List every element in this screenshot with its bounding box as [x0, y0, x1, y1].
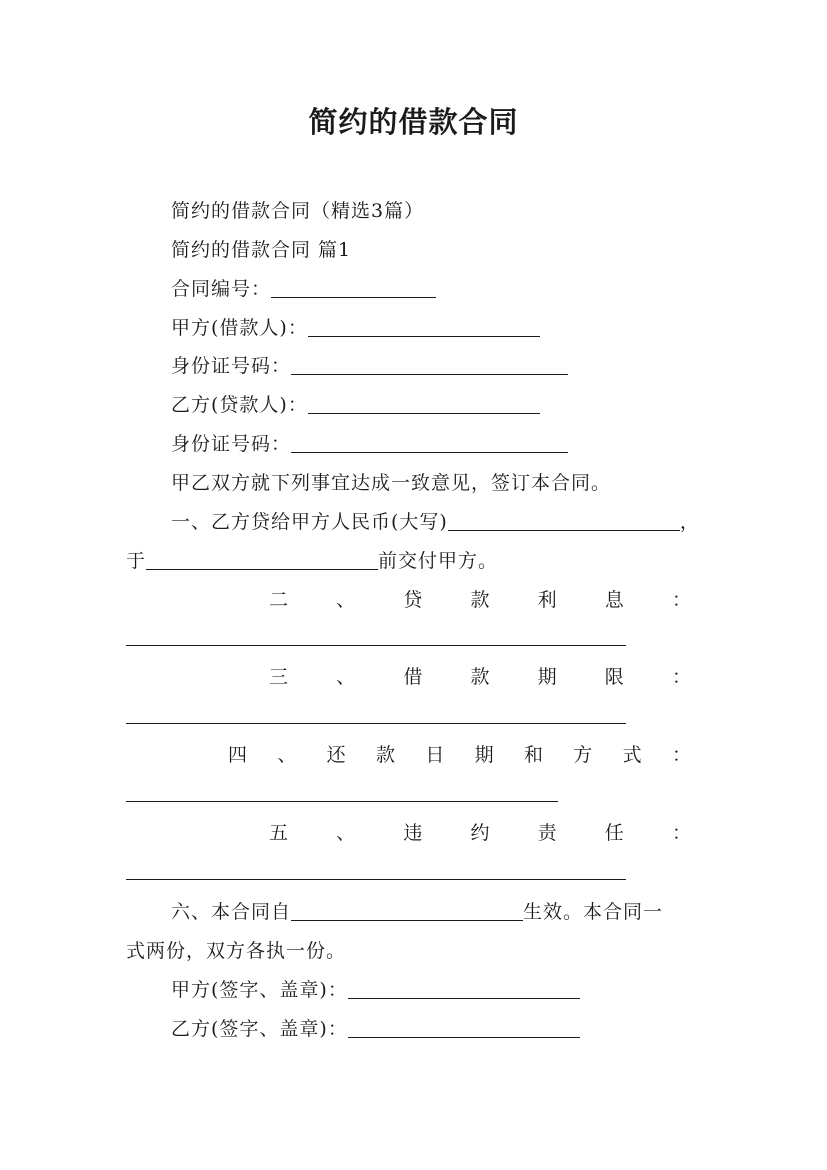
sign-b-label: 乙方(签字、盖章)： [171, 1018, 348, 1040]
item-1-text: 一、乙方贷给甲方人民币(大写) [171, 511, 448, 533]
item-5-char: 任 [604, 822, 624, 844]
id-b-line [171, 431, 568, 457]
item-4-char: 方 [573, 744, 593, 766]
item-3-char: 期 [537, 666, 557, 688]
id-b-label: 身份证号码： [171, 433, 292, 455]
item-4-heading [126, 742, 691, 768]
party-a-label: 甲方(借款人)： [171, 317, 308, 339]
contract-number-line [171, 276, 436, 302]
item-4-char: 日 [425, 744, 445, 766]
party-a-line [171, 315, 540, 341]
item-3-heading [126, 664, 691, 690]
item-2-char: 款 [470, 589, 490, 611]
id-a-label: 身份证号码： [171, 355, 292, 377]
document-title: 简约的借款合同 [308, 105, 519, 139]
item-2-char: 、 [336, 589, 356, 611]
item-3-char: 、 [336, 666, 356, 688]
item-2-heading [126, 587, 691, 613]
term-blank[interactable] [126, 723, 626, 724]
item-1-line-b [126, 548, 498, 574]
item-4-char: ： [671, 744, 691, 766]
contract-number-label: 合同编号： [171, 278, 272, 300]
item-2-char: 利 [537, 589, 557, 611]
liability-blank[interactable] [126, 879, 626, 880]
item-2-char: ： [671, 589, 691, 611]
party-b-blank[interactable] [308, 392, 540, 414]
interest-blank[interactable] [126, 645, 626, 646]
sign-a-label: 甲方(签字、盖章)： [171, 979, 348, 1001]
item-5-heading [126, 820, 691, 846]
party-b-line [171, 392, 540, 418]
item-1-line-a [171, 509, 700, 535]
item-2-char: 二 [269, 589, 289, 611]
item-3-char: 三 [269, 666, 289, 688]
id-a-line [171, 353, 568, 379]
item-4-char: 款 [375, 744, 395, 766]
amount-blank[interactable] [448, 509, 680, 531]
party-a-blank[interactable] [308, 315, 540, 337]
section-heading: 简约的借款合同 篇1 [171, 239, 352, 261]
repayment-blank[interactable] [126, 801, 558, 802]
item-5-char: 违 [403, 822, 423, 844]
item-4-char: 式 [622, 744, 642, 766]
item-5-char: 责 [537, 822, 557, 844]
sign-a-blank[interactable] [348, 977, 580, 999]
item-5-char: 、 [336, 822, 356, 844]
item-6-text-post: 生效。本合同一 [523, 901, 664, 923]
sign-b-line [171, 1016, 580, 1042]
delivery-date-blank[interactable] [146, 548, 378, 570]
agreement-statement: 甲乙双方就下列事宜达成一致意见，签订本合同。 [171, 472, 612, 494]
item-6-line-a [171, 899, 663, 925]
item-5-char: ： [671, 822, 691, 844]
item-3-char: ： [671, 666, 691, 688]
item-1-comma: ， [679, 511, 700, 533]
item-1-suffix: 前交付甲方。 [378, 550, 499, 572]
sign-b-blank[interactable] [348, 1016, 580, 1038]
item-1-prefix: 于 [126, 550, 147, 572]
item-5-char: 约 [470, 822, 490, 844]
subtitle: 简约的借款合同（精选3篇） [171, 200, 425, 222]
item-6-text: 六、本合同自 [171, 901, 292, 923]
item-2-char: 贷 [403, 589, 423, 611]
item-3-char: 款 [470, 666, 490, 688]
effective-date-blank[interactable] [291, 899, 523, 921]
item-4-char: 四 [228, 744, 248, 766]
item-4-char: 和 [523, 744, 543, 766]
party-b-label: 乙方(贷款人)： [171, 394, 308, 416]
id-b-blank[interactable] [291, 431, 568, 453]
id-a-blank[interactable] [291, 353, 568, 375]
item-2-char: 息 [604, 589, 624, 611]
item-4-char: 、 [277, 744, 297, 766]
contract-number-blank[interactable] [271, 276, 436, 298]
item-4-char: 期 [474, 744, 494, 766]
sign-a-line [171, 977, 580, 1003]
item-3-char: 限 [604, 666, 624, 688]
item-5-char: 五 [269, 822, 289, 844]
item-6-line-b: 式两份，双方各执一份。 [126, 940, 347, 962]
item-3-char: 借 [403, 666, 423, 688]
item-4-char: 还 [326, 744, 346, 766]
